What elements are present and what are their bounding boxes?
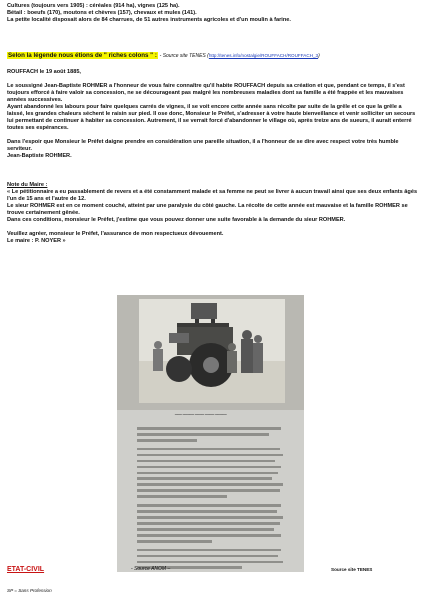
anom-source: - Source ANOM – — [131, 566, 171, 572]
letter-paragraph-1: Le soussigné Jean-Baptiste ROHMER a l'honneur de vous faire connaître qu'il habite ROUFFACH depuis sa création et que, pendant ce temps, il s'est toujours efforcé à faire valoir sa concession, ne se décourageant pas malgré les nombreuses maladies dont sa famille a été frappée et les mauvaises années successives. — [7, 83, 405, 103]
letter-date: ROUFFACH le 19 août 1885, — [7, 69, 81, 75]
note-title: Note du Maire : — [7, 182, 48, 188]
legend-source-close: ) — [318, 53, 320, 59]
note-paragraph-3: Dans ces conditions, monsieur le Préfet, j'estime que vous pouvez donner une suite favorable à la demande du sieur ROHMER. — [7, 217, 346, 223]
legend-line — [7, 51, 320, 61]
header-text — [7, 3, 419, 24]
scanned-text-lines — [137, 427, 287, 572]
legend-source: - Source site TENES ( — [159, 53, 209, 59]
legend-highlight: Selon la légende nous étions de " riches colons " : — [8, 52, 157, 59]
mayor-note — [7, 182, 419, 245]
image-source-label: Source site TENES — [331, 567, 373, 572]
photo-frame — [117, 295, 304, 410]
note-paragraph-4: Veuillez agréer, monsieur le Préfet, l'assurance de mon respectueux dévouement. — [7, 231, 224, 237]
steam-tractor-photo — [139, 299, 285, 403]
letter — [7, 69, 419, 160]
note-paragraph-2: Le sieur ROHMER est en ce moment couché, atteint par une paralysie du côté gauche. La récolte de cette année est mauvaise et la famille ROHMER se trouve certainement gênée. — [7, 203, 408, 216]
letter-paragraph-2: Ayant abandonné les labours pour faire quelques carrés de vignes, il se voit encore cette année sans récolte par suite de la grêle et ce que la grêle a laissé, les grandes chaleurs séchent le raisin sur pied. Il ose donc, Monsieur le Préfet, s'adresser à votre haute bienveillance et venir solliciter un secours lui permettant de continuer à habiter sa concession. Autrement, il se verrait forcé d'abandonner le village où, après treize ans de sueurs, il aurait enterré toutes ses espérances. — [7, 104, 416, 131]
betail-line: Bétail : boeufs (170), moutons et chèvres (157), chevaux et mules (141). — [7, 10, 197, 16]
etat-civil-title: ETAT-CIVIL — [7, 566, 45, 573]
scanned-document-image — [117, 295, 304, 572]
letter-paragraph-3: Dans l'espoir que Monsieur le Préfet daigne prendre en considération une pareille situation, il a l'honneur de se dire avec respect votre très humble serviteur. — [7, 139, 399, 152]
abbreviation-note: SP = Sans Profession — [7, 588, 52, 593]
source-link[interactable]: http://tenes.info/nostalgie/ROUFFACH/ROUFFACH_3 — [208, 53, 319, 58]
note-paragraph-1: « Le pétitionnaire a eu passablement de revers et a été constamment malade et sa femme ne peut se livrer à aucun travail ainsi que ses deux enfants âgés l'un de 15 ans et l'autre de 12. — [7, 189, 418, 202]
note-signature: Le maire : P. NOYER » — [7, 238, 66, 244]
photo-caption: ▁▁▁ ▁▁▁▁▁ ▁▁▁▁ ▁▁▁▁ ▁▁▁▁▁ — [175, 411, 227, 415]
letter-signature: Jean-Baptiste ROHMER. — [7, 153, 72, 159]
cultures-line: Cultures (toujours vers 1905) : céréales (914 ha), vignes (125 ha). — [7, 3, 180, 9]
equipment-line: La petite localité disposait alors de 84 charrues, de 51 autres instruments agricoles et d'un moulin à farine. — [7, 17, 291, 23]
